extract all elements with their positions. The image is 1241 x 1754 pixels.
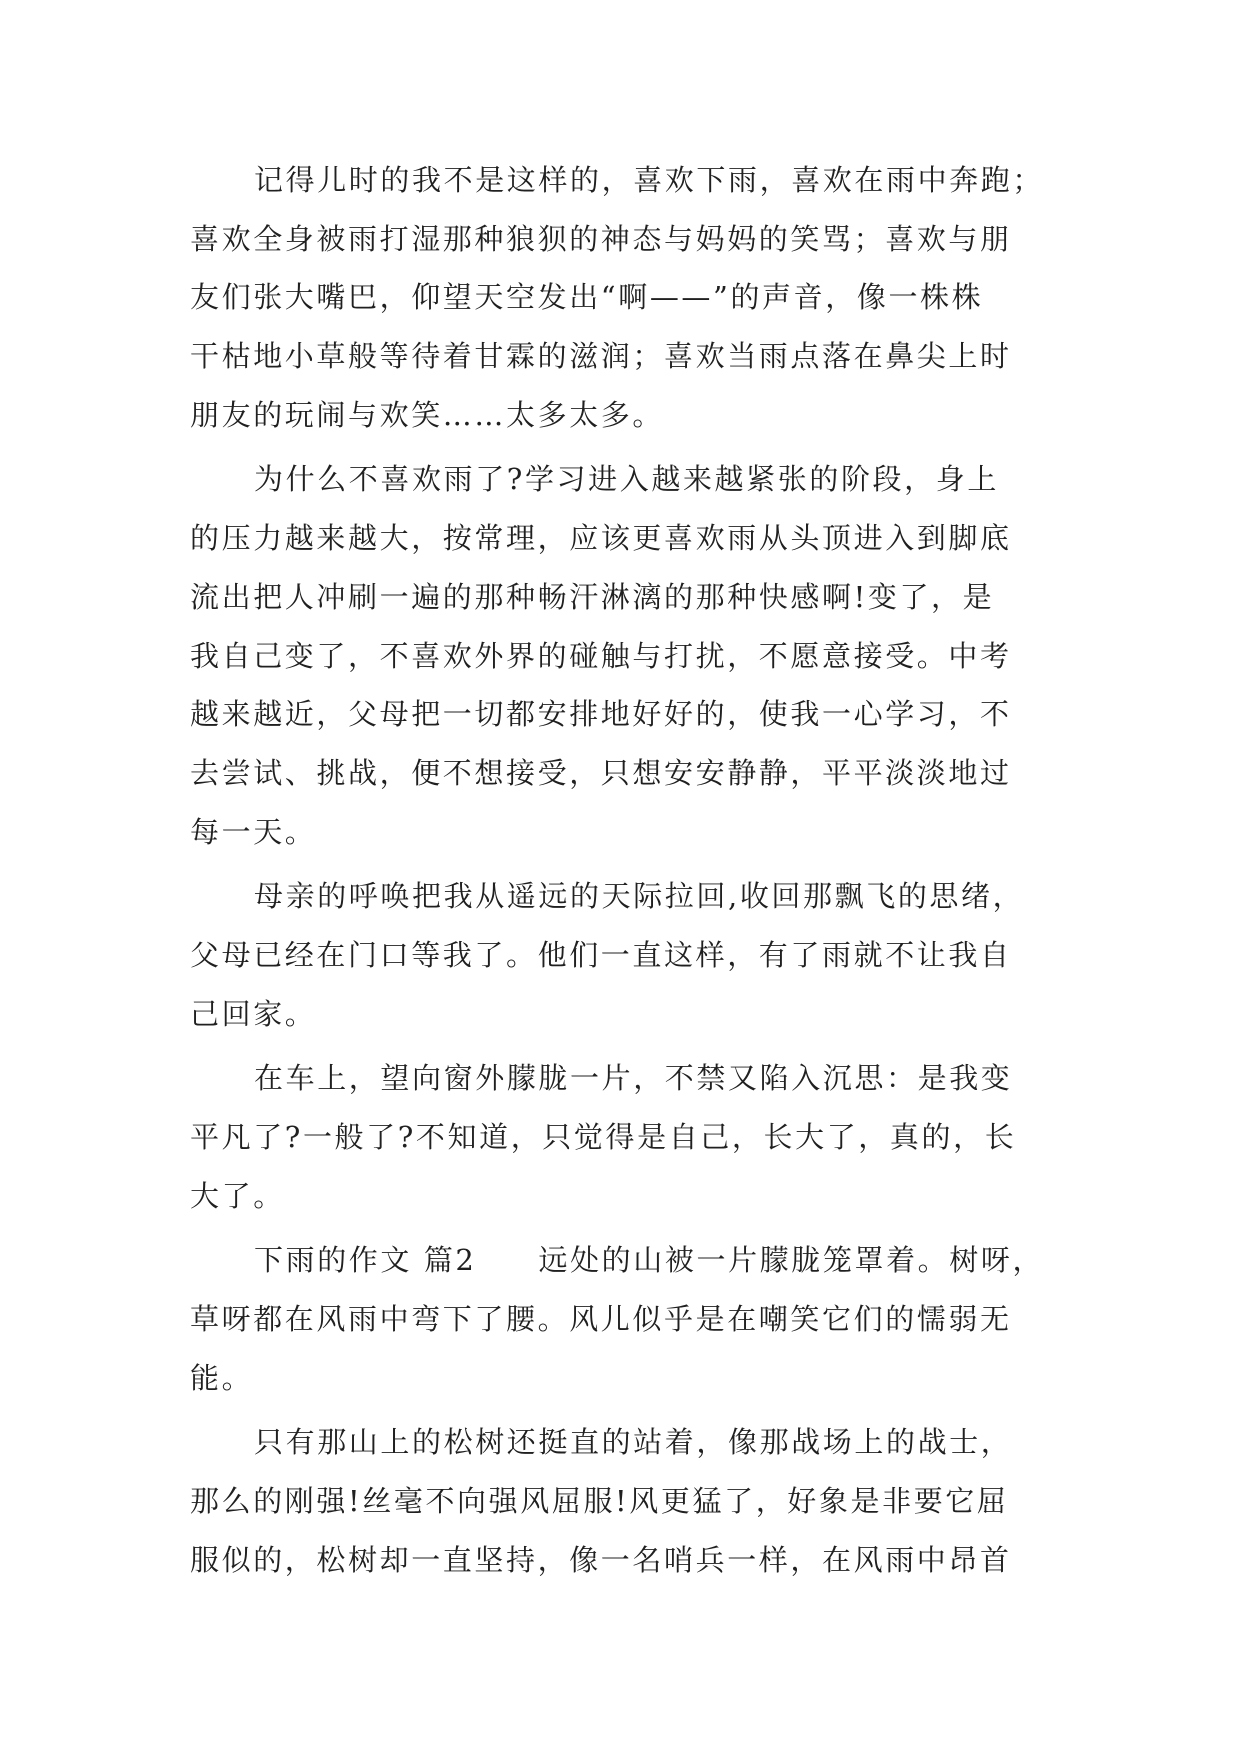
text-line: 己回家。 bbox=[190, 996, 317, 1031]
text-line: 父母已经在门口等我了。他们一直这样，有了雨就不让我自 bbox=[190, 937, 1012, 972]
text-line: 流出把人冲刷一遍的那种畅汗淋漓的那种快感啊!变了，是 bbox=[190, 579, 995, 614]
paragraph-4 bbox=[190, 1049, 1055, 1225]
document-body bbox=[190, 151, 1055, 1596]
text-line: 越来越近，父母把一切都安排地好好的，使我一心学习，不 bbox=[190, 697, 1012, 732]
text-line: 大了。 bbox=[190, 1178, 285, 1213]
text-line: 记得儿时的我不是这样的，喜欢下雨，喜欢在雨中奔跑； bbox=[254, 163, 1045, 197]
paragraph-5 bbox=[190, 1231, 1055, 1407]
heading-line-text: 远处的山被一片朦胧笼罩着。树呀， bbox=[538, 1243, 1045, 1278]
text-line: 的压力越来越大，按常理，应该更喜欢雨从头顶进入到脚底 bbox=[190, 521, 1012, 556]
paragraph-2 bbox=[190, 450, 1055, 861]
text-line: 母亲的呼唤把我从遥远的天际拉回,收回那飘飞的思绪， bbox=[254, 879, 1025, 914]
text-line: 为什么不喜欢雨了?学习进入越来越紧张的阶段，身上 bbox=[254, 462, 999, 497]
section-heading: 下雨的作文 篇2 bbox=[254, 1243, 477, 1278]
text-line: 喜欢全身被雨打湿那种狼狈的神态与妈妈的笑骂；喜欢与朋 bbox=[190, 221, 1012, 256]
paragraph-6 bbox=[190, 1413, 1055, 1589]
paragraph-3 bbox=[190, 867, 1055, 1043]
text-line: 干枯地小草般等待着甘霖的滋润；喜欢当雨点落在鼻尖上时 bbox=[190, 339, 1012, 374]
text-line: 友们张大嘴巴，仰望天空发出“啊——”的声音，像一株株 bbox=[190, 280, 984, 315]
text-line: 在车上，望向窗外朦胧一片，不禁又陷入沉思：是我变 bbox=[254, 1061, 1013, 1096]
text-line: 每一天。 bbox=[190, 814, 317, 849]
text-line: 那么的刚强!丝毫不向强风屈服!风更猛了，好象是非要它屈 bbox=[190, 1484, 1009, 1519]
text-line: 平凡了?一般了?不知道，只觉得是自己，长大了，真的，长 bbox=[190, 1120, 1017, 1154]
heading-line bbox=[190, 1231, 1055, 1290]
text-line: 能。 bbox=[190, 1360, 254, 1395]
text-line: 服似的，松树却一直坚持，像一名哨兵一样，在风雨中昂首 bbox=[190, 1542, 1012, 1577]
text-line: 去尝试、挑战，便不想接受，只想安安静静，平平淡淡地过 bbox=[190, 755, 1012, 790]
text-line: 草呀都在风雨中弯下了腰。风儿似乎是在嘲笑它们的懦弱无 bbox=[190, 1302, 1012, 1337]
text-line: 我自己变了，不喜欢外界的碰触与打扰，不愿意接受。中考 bbox=[190, 638, 1012, 673]
text-line: 只有那山上的松树还挺直的站着，像那战场上的战士， bbox=[254, 1425, 1013, 1460]
paragraph-1 bbox=[190, 151, 1055, 444]
text-line: 朋友的玩闹与欢笑……太多太多。 bbox=[190, 397, 665, 432]
